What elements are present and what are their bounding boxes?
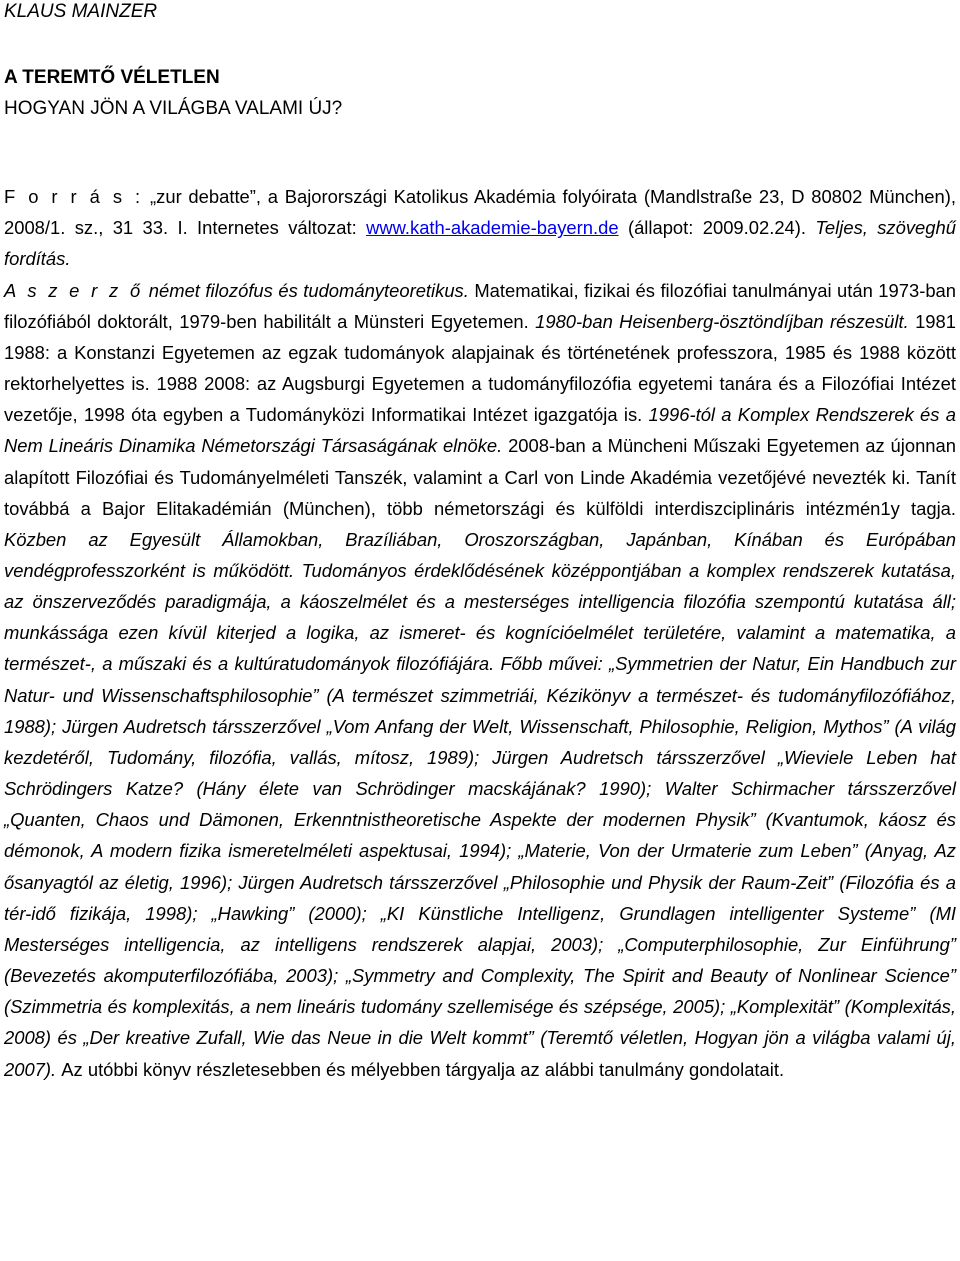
bio-sentence: 1980-ban Heisenberg-ösztöndíjban részesült. xyxy=(535,310,916,332)
source-link[interactable] xyxy=(366,217,619,238)
bio-sentence: Matematikai, fizikai és filozófiai tanulmányai után 1973-ban filozófiából doktorált, 1979-ben habilitált a Münsteri Egyetemen. xyxy=(4,279,957,332)
bio-sentence: 2008-ban a Müncheni Műszaki Egyetemen az újonnan alapított Filozófiai és Tudományelméleti Tanszék, valamint a Carl von Linde Akadémia vezetőjévé nevezték ki. xyxy=(4,435,956,488)
bio-sentence: 1996-tól a Komplex Rendszerek és a Nem Lineáris Dinamika Németországi Társaságának elnöke. xyxy=(4,404,956,457)
bio-sentence: Tanít továbbá a Bajor Elitakadémián (München), több németországi és külföldi interdiszciplináris intézmén1y tagja. xyxy=(4,466,956,519)
source-link-main: www.kath-akademie-bayern xyxy=(366,217,593,239)
bio-sentence: 1981 1988: a Konstanzi Egyetemen az egzak tudományok alapjainak és történetének professzora, 1985 és 1988 között rektorhelyettes is. xyxy=(4,310,956,395)
source-link-dot: . xyxy=(592,217,599,239)
source-label: F o r r á s : xyxy=(4,186,144,207)
bio-intro: német filozófus és tudományteoretikus. xyxy=(143,279,475,301)
bio-sentence: Tudományos érdeklődésének középpontjában a komplex rendszerek kutatása, az önszerveződés paradigmája, a káoszelmélet és a mesterséges intelligencia filozófia szempontú kutatása áll; munkássága ezen kívül kiterjed a logika, az ismeret- és kognícióelmélet területére, valamint a matematika, a természet-, a műszaki és a kultúratudományok filozófiájára. xyxy=(4,560,956,675)
bio-sentence: 1988 2008: az Augsburgi Egyetemen a tudományfilozófia egyetemi tanára és a Filozófiai Intézet vezetője, 1998 óta egyben a Tudományközi Informatikai Intézet igazgatója is. xyxy=(4,373,956,426)
source-link-tld: de xyxy=(598,217,619,239)
author-bio-paragraph xyxy=(4,275,956,1085)
source-status: (állapot: 2009.02.24). xyxy=(618,217,816,239)
source-paragraph xyxy=(4,181,956,275)
document-subtitle: HOGYAN JÖN A VILÁGBA VALAMI ÚJ? xyxy=(4,98,343,119)
translation-note: Teljes, szöveghű fordítás. xyxy=(4,217,956,270)
document-title: A TEREMTŐ VÉLETLEN xyxy=(4,67,220,88)
title-block xyxy=(4,62,956,124)
bio-label: A s z e r z ő xyxy=(4,279,144,301)
bio-sentence: Közben az Egyesült Államokban, Brazíliában, Oroszországban, Japánban, Kínában és Európában vendégprofesszorként is működött. xyxy=(4,528,956,582)
author-name: KLAUS MAINZER xyxy=(4,1,158,22)
source-text: „zur debatte”, a Bajorországi Katolikus Akadémia folyóirata (Mandlstraße 23, D 80802 München), 2008/1. sz., 31 33. I. Internetes változat: xyxy=(4,186,956,239)
bio-works-sentence: Főbb művei: „Symmetrien der Natur, Ein Handbuch zur Natur- und Wissenschaftsphilosophie” (A természet szimmetriái, Kézikönyv a természet- és tudományfilozófiához, 1988); Jürgen Audretsch társszerzővel „Vom Anfang der Welt, Wissenschaft, Philosophie, Religion, Mythos” (A világ kezdetéről, Tudomány, filozófia, vallás, mítosz, 1989); Jürgen Audretsch társszerzővel „Wieviele Leben hat Schrödingers Katze? (Hány élete van Schrödinger macskájának? 1990); Walter Schirmacher társszerzővel „Quanten, Chaos und Dämonen, Erkenntnistheoretische Aspekte der modernen Physik” (Kvantumok, káosz és démonok, A modern fizika ismeretelméleti aspektusai, 1994); „Materie, Von der Urmaterie zum Leben” (Anyag, Az ősanyagtól az életig, 1996); Jürgen Audretsch társszerzővel „Philosophie und Physik der Raum-Zeit” (Filozófia és a tér-idő fizikája, 1998); „Hawking” (2000); „KI Künstliche Intelligenz, Grundlagen intelligenter Systeme” (MI Mesterséges intelligencia, az intelligens rendszerek alapjai, 2003); „Computerphilosophie, Zur Einführung” (Bevezetés akomputerfilozófiába, 2003); „Symmetry and Complexity, The Spirit and Beauty of Nonlinear Science” (Szimmetria és komplexitás, a nem lineáris tudomány szellemisége és szépsége, 2005); „Komplexität” (Komplexitás, 2008) és „Der kreative Zufall, Wie das Neue in die Welt kommt” (Teremtő véletlen, Hogyan jön a világba valami új, 2007). xyxy=(4,653,956,1080)
bio-sentence: Az utóbbi könyv részletesebben és mélyebben tárgyalja az alábbi tanulmány gondolatait. xyxy=(61,1058,785,1080)
